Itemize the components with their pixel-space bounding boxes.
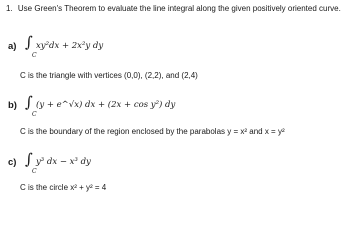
part-b-curve-subscript: C — [32, 111, 37, 118]
part-c-label: c) — [8, 157, 17, 168]
part-a-integrand: xy²dx + 2x²y dy — [36, 41, 104, 51]
part-c-integral-sign: ∫ — [25, 150, 33, 168]
question-header — [6, 4, 341, 13]
part-b-description: C is the boundary of the region enclosed by the parabolas y = x² and x = y² — [20, 127, 285, 136]
part-c-integrand: y³ dx − x³ dy — [36, 157, 91, 167]
question-number: 1. — [6, 4, 13, 13]
part-b-integral-sign: ∫ — [25, 93, 33, 111]
part-a-curve-subscript: C — [32, 52, 37, 59]
part-a-label: a) — [8, 41, 17, 52]
part-c-description: C is the circle x² + y² = 4 — [20, 183, 107, 192]
part-a-integral-sign: ∫ — [25, 33, 33, 51]
question-prompt: Use Green's Theorem to evaluate the line integral along the given positively oriented curve. — [17, 4, 341, 13]
part-a-description: C is the triangle with vertices (0,0), (2,2), and (2,4) — [20, 71, 198, 80]
part-c-curve-subscript: C — [32, 168, 37, 175]
part-b-integrand: (y + e^√x) dx + (2x + cos y²) dy — [36, 100, 176, 110]
part-b-label: b) — [8, 100, 17, 111]
